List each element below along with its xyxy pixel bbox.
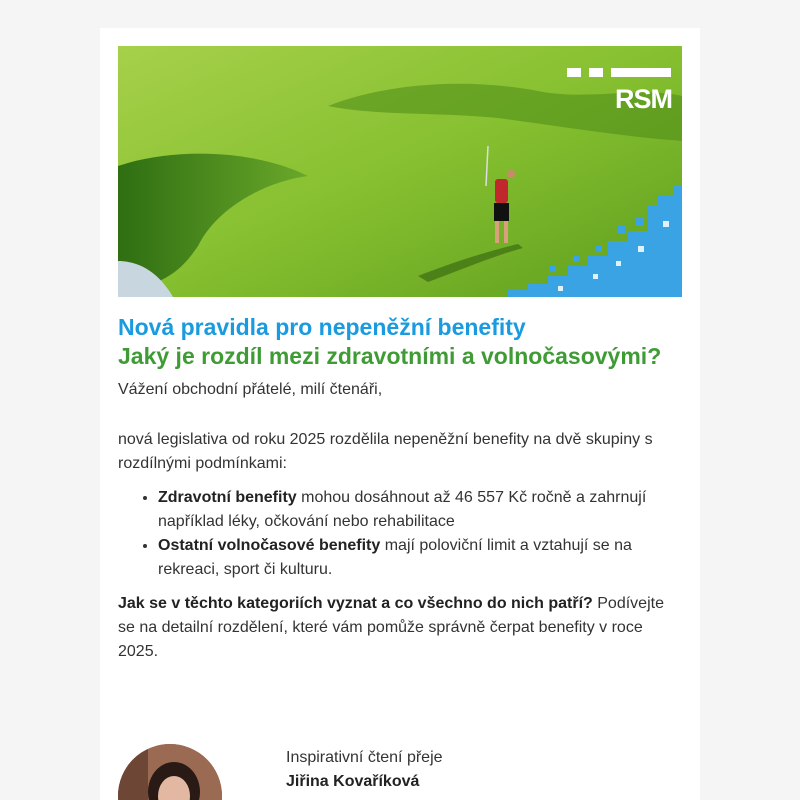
- benefit-title: Ostatní volnočasové benefity: [158, 537, 381, 554]
- hero-banner-image: [118, 46, 682, 297]
- intro-paragraph: nová legislativa od roku 2025 rozdělila nepeněžní benefity na dvě skupiny s rozdílnými podmínkami:: [118, 431, 653, 472]
- author-photo: [118, 744, 222, 800]
- benefit-title: Zdravotní benefity: [158, 489, 297, 506]
- rsm-logo: RSM: [615, 84, 672, 114]
- page-title: [118, 313, 678, 371]
- question-text: Podívejte se na detailní rozdělení, které vám pomůže správně čerpat benefity v roce 2025.: [118, 595, 664, 660]
- golf-course-illustration: [118, 46, 682, 297]
- author-name: Jiřina Kovaříková: [286, 773, 420, 790]
- benefit-description: mohou dosáhnout až 46 557 Kč ročně a zahrnují například léky, očkování nebo rehabilitace: [158, 489, 647, 530]
- email-body: [118, 313, 678, 664]
- rsm-logo-bars: [567, 68, 671, 78]
- question-bold: Jak se v těchto kategoriích vyznat a co všechno do nich patří?: [118, 595, 593, 612]
- benefit-description: mají poloviční limit a vztahují se na rekreaci, sport či kulturu.: [158, 537, 632, 578]
- email-card: [100, 28, 700, 800]
- benefits-list: [118, 486, 678, 582]
- greeting-text: Vážení obchodní přátelé, milí čtenáři,: [118, 381, 383, 398]
- title-line-1: Nová pravidla pro nepeněžní benefity: [118, 314, 526, 340]
- list-item: [158, 486, 678, 534]
- list-item: [158, 534, 678, 582]
- question-paragraph: [118, 592, 678, 664]
- signature-wish: Inspirativní čtení přeje: [286, 749, 443, 766]
- signature-block: [118, 744, 678, 800]
- title-line-2: Jaký je rozdíl mezi zdravotními a volnočasovými?: [118, 343, 662, 369]
- signature-text: [286, 746, 443, 794]
